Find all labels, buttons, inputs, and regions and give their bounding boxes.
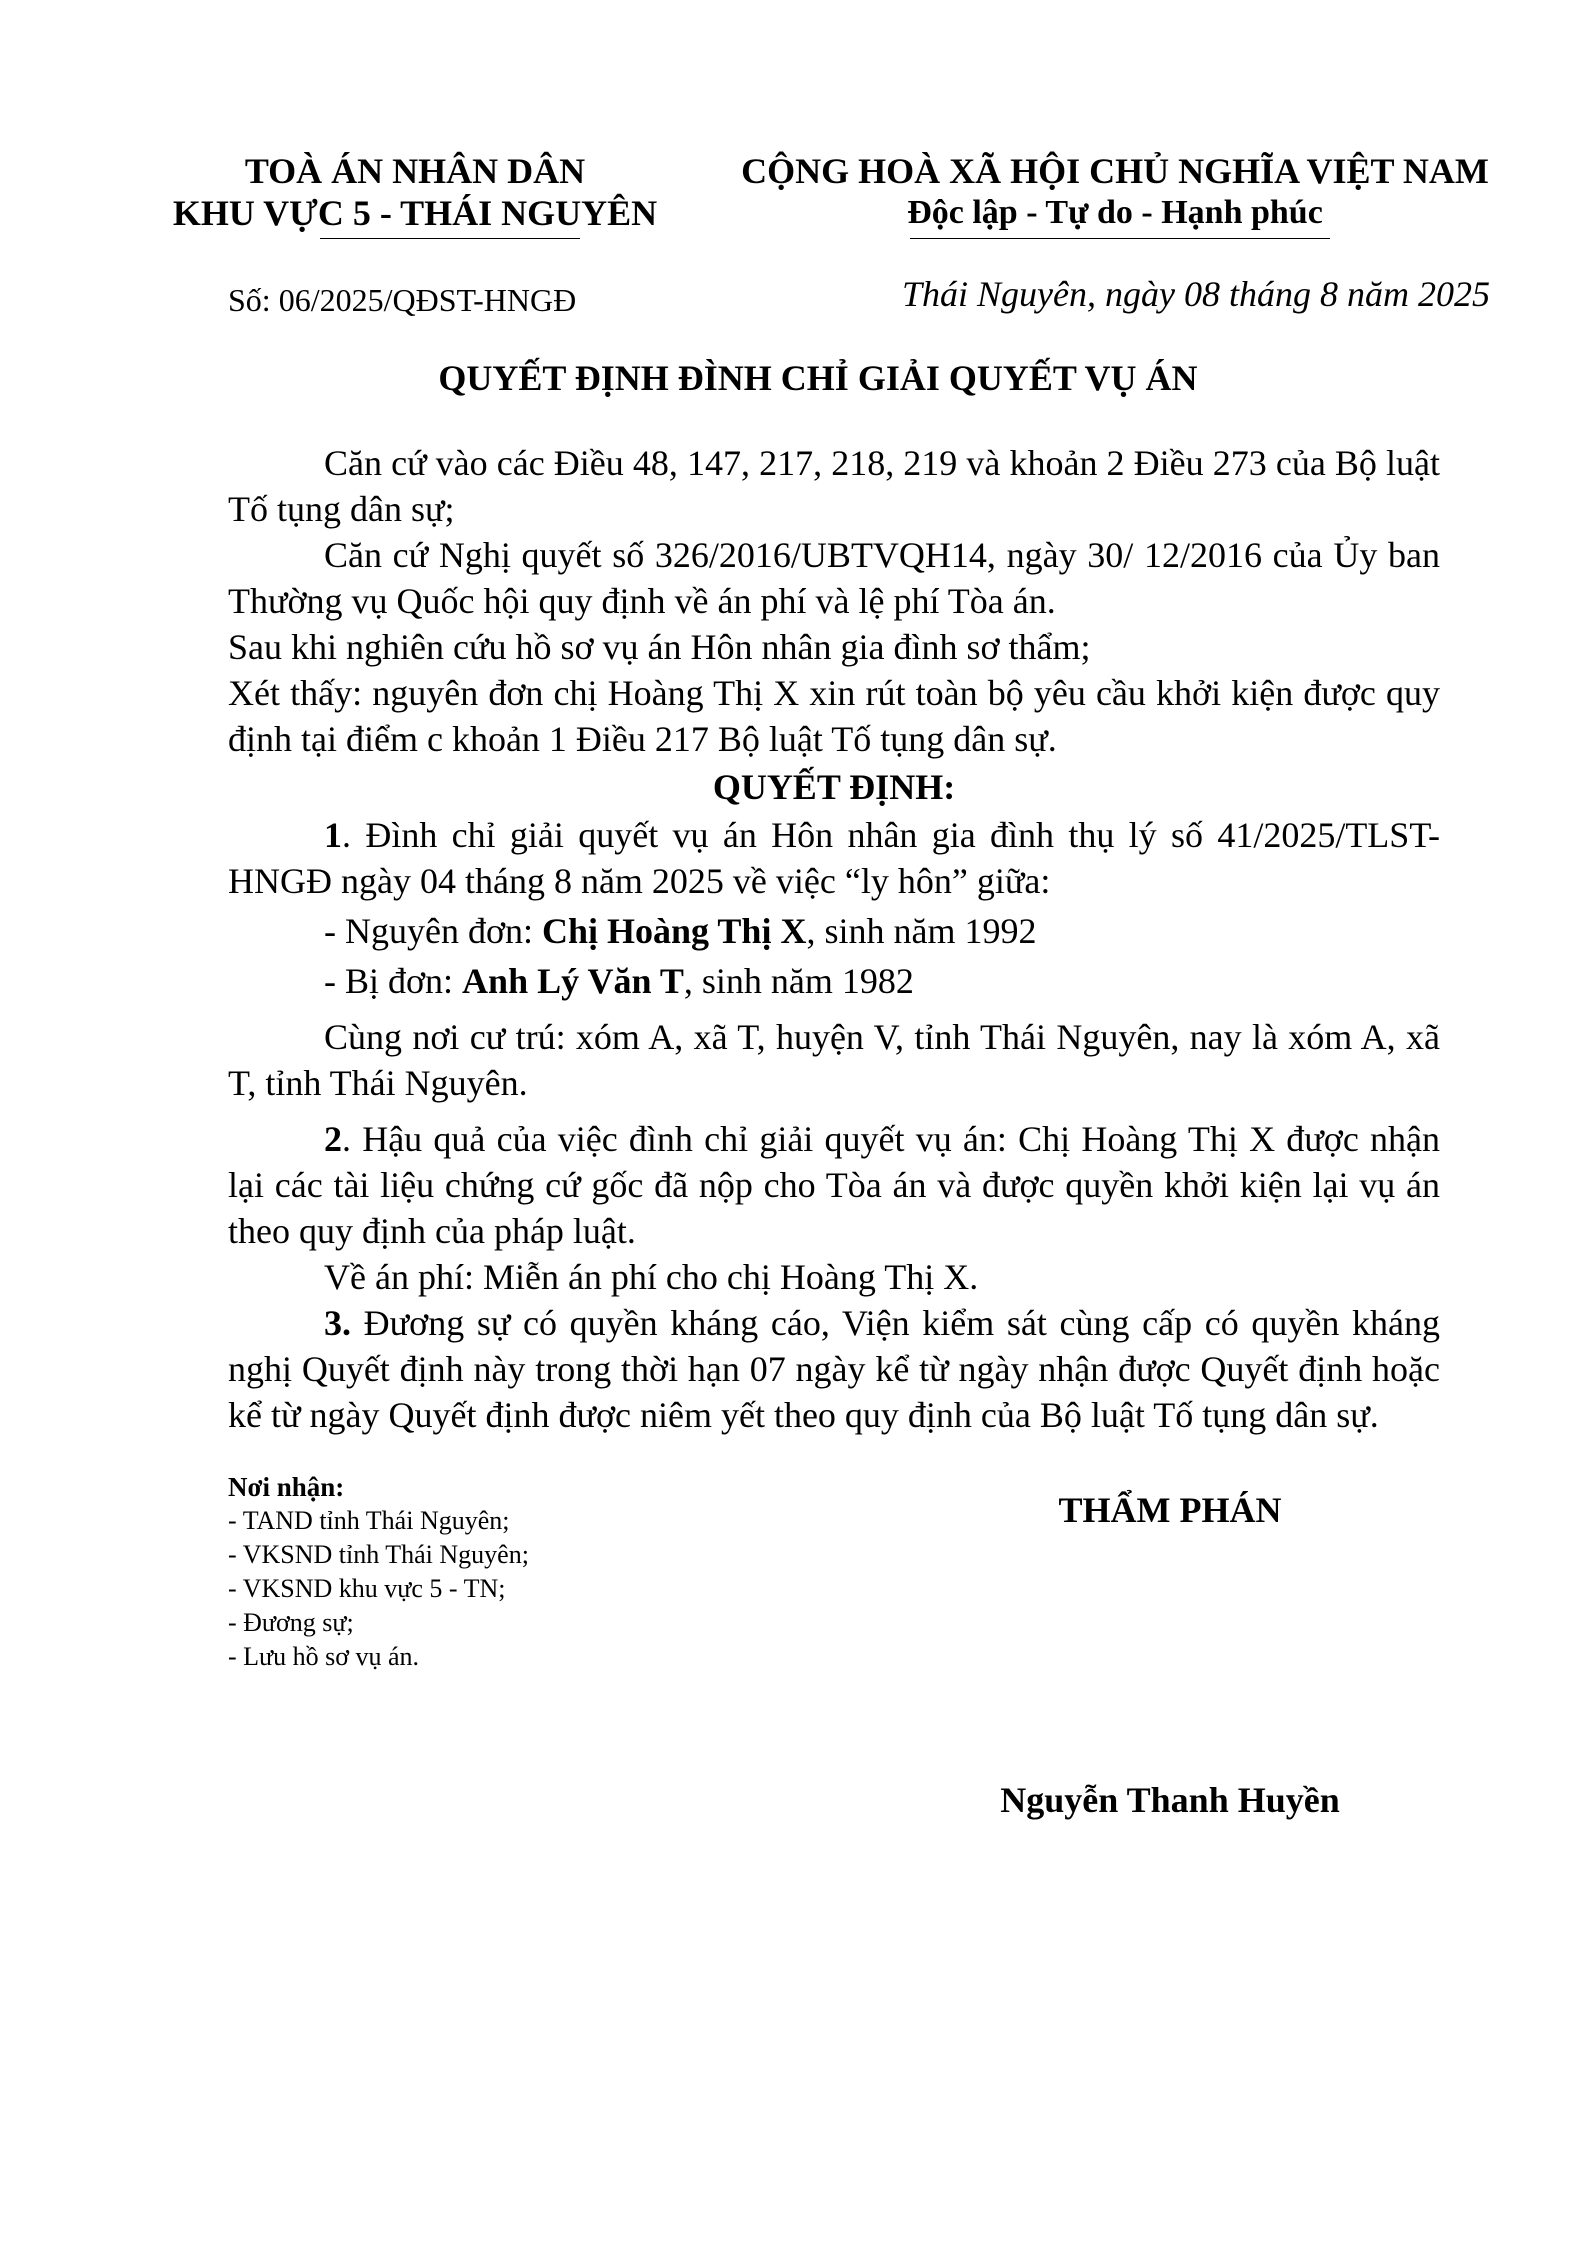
court-fee-line: Về án phí: Miễn án phí cho chị Hoàng Thị X. [324, 1257, 979, 1297]
recipient-item: - Đương sự; [228, 1608, 354, 1637]
court-name-line1: TOÀ ÁN NHÂN DÂN [244, 151, 586, 191]
preamble-legal-basis-1: Căn cứ vào các Điều 48, 147, 217, 218, 219 và khoản 2 Điều 273 của Bộ luật Tố tụng dân sự; [228, 443, 1440, 529]
recipient-item: - Lưu hồ sơ vụ án. [228, 1642, 420, 1671]
item-3-number: 3. [324, 1303, 351, 1343]
recipients-label: Nơi nhận: [228, 1472, 345, 1502]
recipients-block [228, 1470, 529, 1674]
decision-item-2 [228, 1116, 1440, 1254]
preamble-legal-basis-2: Căn cứ Nghị quyết số 326/2016/UBTVQH14, ngày 30/ 12/2016 của Ủy ban Thường vụ Quốc hội quy định về án phí và lệ phí Tòa án. [228, 535, 1440, 621]
signer-title: THẨM PHÁN [1058, 1490, 1282, 1530]
item-1-number: 1 [324, 815, 342, 855]
defendant-name: Anh Lý Văn T [462, 961, 684, 1001]
decision-item-1 [228, 812, 1440, 904]
court-header-underline [320, 238, 580, 239]
plaintiff-line [228, 908, 1440, 954]
preamble-review: Sau khi nghiên cứu hồ sơ vụ án Hôn nhân gia đình sơ thẩm; [228, 627, 1091, 667]
motto-underline [910, 238, 1330, 239]
decision-heading: QUYẾT ĐỊNH: [712, 767, 956, 807]
residence-line: Cùng nơi cư trú: xóm A, xã T, huyện V, tỉnh Thái Nguyên, nay là xóm A, xã T, tỉnh Thái Nguyên. [228, 1017, 1440, 1103]
document-title: QUYẾT ĐỊNH ĐÌNH CHỈ GIẢI QUYẾT VỤ ÁN [438, 358, 1198, 398]
recipient-item: - VKSND tỉnh Thái Nguyên; [228, 1540, 529, 1569]
defendant-line [228, 958, 1440, 1004]
defendant-birth: , sinh năm 1982 [683, 961, 914, 1001]
item-2-text: . Hậu quả của việc đình chỉ giải quyết vụ án: Chị Hoàng Thị X được nhận lại các tài liệu chứng cứ gốc đã nộp cho Tòa án và được quyền khởi kiện lại vụ án theo quy định của pháp luật. [228, 1119, 1440, 1251]
signer-name: Nguyễn Thanh Huyền [1000, 1780, 1340, 1820]
defendant-label: - Bị đơn: [324, 961, 463, 1001]
item-1-text: . Đình chỉ giải quyết vụ án Hôn nhân gia đình thụ lý số 41/2025/TLST-HNGĐ ngày 04 tháng 8 năm 2025 về việc “ly hôn” giữa: [228, 815, 1440, 901]
national-motto: Độc lập - Tự do - Hạnh phúc [907, 194, 1323, 231]
national-header [725, 150, 1505, 234]
preamble-finding: Xét thấy: nguyên đơn chị Hoàng Thị X xin rút toàn bộ yêu cầu khởi kiện được quy định tại điểm c khoản 1 Điều 217 Bộ luật Tố tụng dân sự. [228, 673, 1440, 759]
national-name: CỘNG HOÀ XÃ HỘI CHỦ NGHĨA VIỆT NAM [741, 151, 1489, 191]
court-name-line2: KHU VỰC 5 - THÁI NGUYÊN [172, 193, 658, 233]
place-and-date: Thái Nguyên, ngày 08 tháng 8 năm 2025 [902, 274, 1490, 314]
item-2-number: 2 [324, 1119, 342, 1159]
recipient-item: - TAND tỉnh Thái Nguyên; [228, 1506, 510, 1535]
decision-number: Số: 06/2025/QĐST-HNGĐ [228, 282, 577, 318]
plaintiff-label: - Nguyên đơn: [324, 911, 543, 951]
decision-item-3 [228, 1300, 1440, 1438]
recipient-item: - VKSND khu vực 5 - TN; [228, 1574, 506, 1603]
plaintiff-name: Chị Hoàng Thị X [542, 911, 807, 951]
plaintiff-birth: , sinh năm 1992 [806, 911, 1037, 951]
item-3-text: Đương sự có quyền kháng cáo, Viện kiểm sát cùng cấp có quyền kháng nghị Quyết định này trong thời hạn 07 ngày kể từ ngày nhận được Quyết định hoặc kể từ ngày Quyết định được niêm yết theo quy định của Bộ luật Tố tụng dân sự. [228, 1303, 1440, 1435]
court-header [150, 150, 680, 234]
document-body [228, 440, 1440, 1438]
